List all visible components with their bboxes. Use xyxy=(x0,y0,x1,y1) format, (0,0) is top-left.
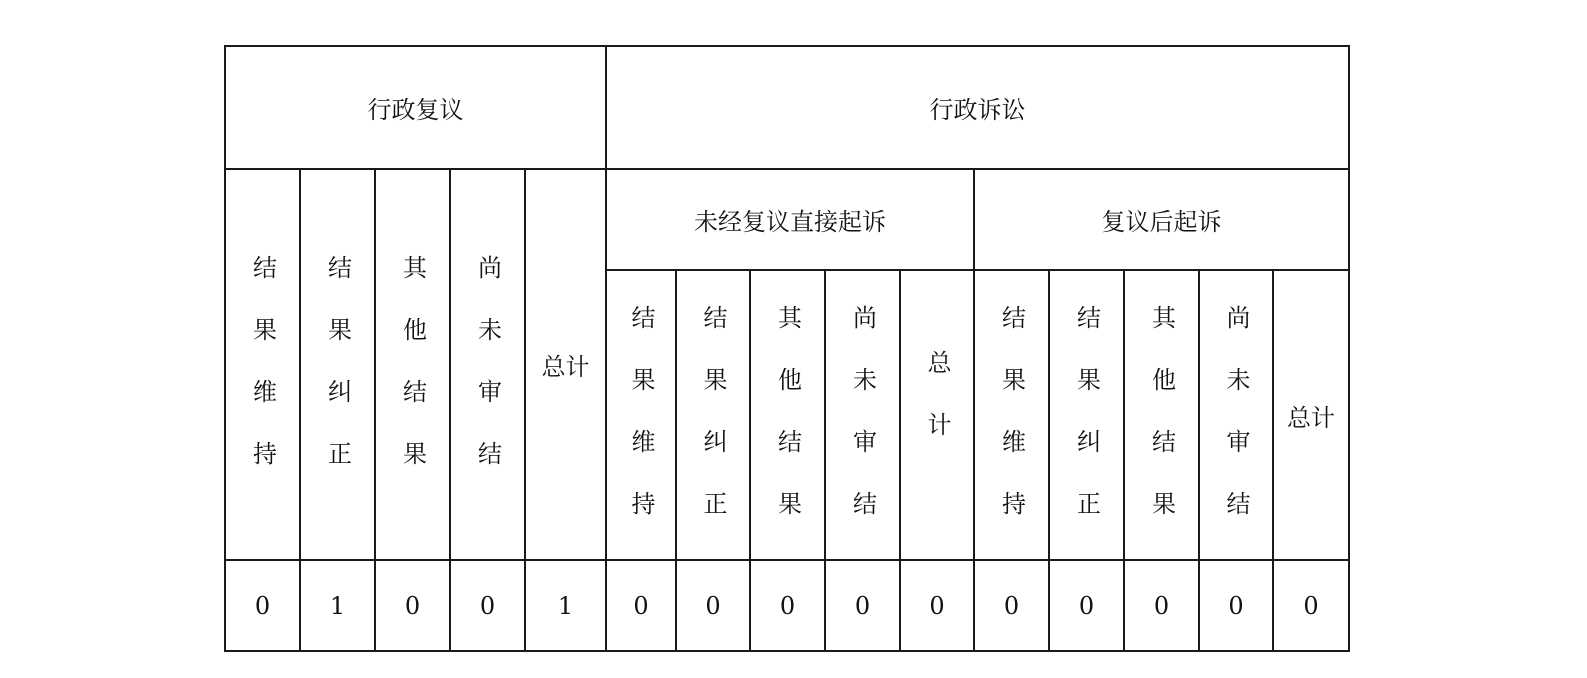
value-cell: 0 xyxy=(1049,560,1124,651)
after-col-header: 其他结果 xyxy=(1124,270,1199,560)
after-col-header: 结果维持 xyxy=(974,270,1049,560)
value-cell: 1 xyxy=(300,560,375,651)
review-col-header-total: 总计 xyxy=(525,169,606,560)
value-cell: 0 xyxy=(225,560,300,651)
after-col-header-total: 总计 xyxy=(1273,270,1349,560)
subgroup-header-direct: 未经复议直接起诉 xyxy=(606,169,974,270)
review-col-header: 其他结果 xyxy=(375,169,450,560)
direct-col-header: 尚未审结 xyxy=(825,270,900,560)
after-col-header: 结果纠正 xyxy=(1049,270,1124,560)
group-header-review: 行政复议 xyxy=(225,46,606,169)
statistics-table xyxy=(224,45,1350,652)
value-cell: 0 xyxy=(1199,560,1273,651)
direct-col-header: 其他结果 xyxy=(750,270,825,560)
value-cell: 0 xyxy=(676,560,750,651)
value-cell: 0 xyxy=(750,560,825,651)
value-cell: 0 xyxy=(974,560,1049,651)
direct-col-header-total: 总计 xyxy=(900,270,974,560)
group-header-litigation: 行政诉讼 xyxy=(606,46,1349,169)
value-cell: 0 xyxy=(450,560,525,651)
value-cell: 0 xyxy=(1273,560,1349,651)
value-cell: 0 xyxy=(825,560,900,651)
review-col-header: 结果纠正 xyxy=(300,169,375,560)
after-col-header: 尚未审结 xyxy=(1199,270,1273,560)
value-cell: 0 xyxy=(1124,560,1199,651)
direct-col-header: 结果维持 xyxy=(606,270,676,560)
value-cell: 0 xyxy=(900,560,974,651)
review-col-header: 尚未审结 xyxy=(450,169,525,560)
value-cell: 0 xyxy=(375,560,450,651)
direct-col-header: 结果纠正 xyxy=(676,270,750,560)
review-col-header: 结果维持 xyxy=(225,169,300,560)
value-cell: 0 xyxy=(606,560,676,651)
value-cell: 1 xyxy=(525,560,606,651)
subgroup-header-after-review: 复议后起诉 xyxy=(974,169,1349,270)
